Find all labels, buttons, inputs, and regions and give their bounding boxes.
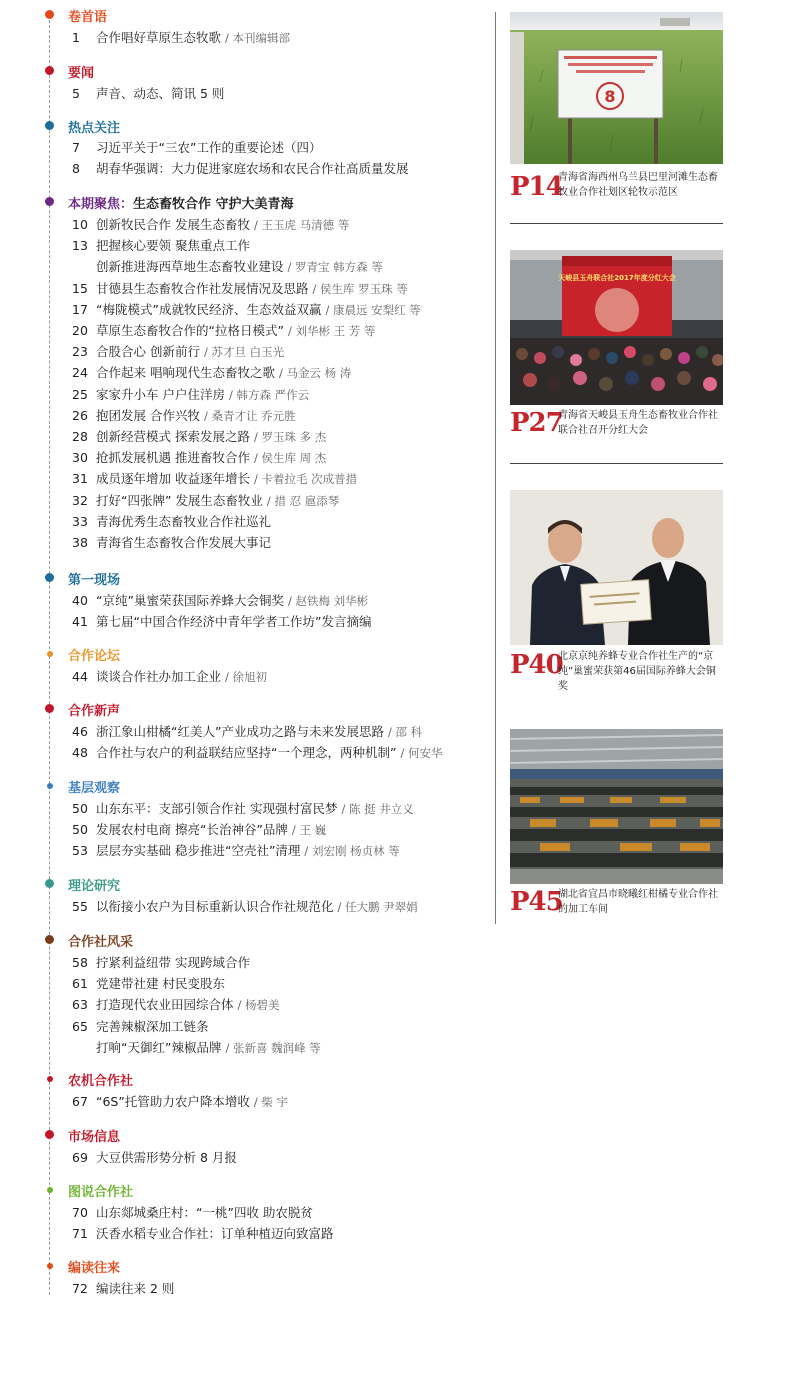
section-heading (68, 875, 120, 894)
entry-author: / 苏才旦 白玉光 (203, 345, 285, 360)
toc-entry[interactable] (72, 1203, 313, 1221)
section-marker-dot (45, 704, 54, 713)
entry-author: / 柴 宇 (253, 1095, 289, 1109)
section-marker-dot (47, 783, 53, 789)
entry-page-number: 65 (72, 1018, 88, 1034)
entry-author: / 桑青才让 乔元胜 (203, 408, 296, 423)
section-heading (68, 931, 133, 950)
entry-title: 编读往来 2 则 (96, 1281, 175, 1296)
entry-title: 党建带社建 村民变股东 (96, 976, 225, 992)
sign-number: 8 (604, 87, 616, 106)
entry-title: 合作唱好草原生态牧歌 (96, 30, 222, 45)
section-marker-dot (45, 121, 54, 130)
feature-caption: 青海省海西州乌兰县巴里河滩生态畜牧业合作社划区轮牧示范区 (558, 172, 718, 198)
section-heading (68, 645, 120, 664)
entry-page-number: 1 (72, 30, 80, 45)
entry-title: 抢抓发展机遇 推进畜牧合作 (96, 450, 250, 466)
toc-entry[interactable] (72, 363, 351, 381)
entry-author: / 卡着拉毛 次成普措 (253, 472, 358, 487)
section-heading (68, 62, 94, 81)
entry-title: 谈谈合作社办加工企业 (96, 669, 222, 684)
toc-entry[interactable] (72, 667, 267, 685)
entry-author: / 王 巍 (291, 823, 327, 838)
entry-page-number: 58 (72, 955, 88, 970)
entry-page-number: 55 (72, 899, 88, 914)
feature-separator (510, 463, 723, 464)
section-marker-dot (45, 66, 54, 75)
entry-author: / 何安华 (400, 746, 443, 761)
toc-entry[interactable] (72, 385, 309, 403)
entry-title: 习近平关于“三农”工作的重要论述（四） (96, 140, 322, 155)
section-heading (68, 700, 120, 719)
entry-author: / 张新喜 魏润峰 等 (225, 1040, 321, 1055)
section-marker-dot (45, 1130, 54, 1139)
section-heading (68, 117, 120, 136)
toc-entry[interactable] (72, 1224, 334, 1242)
entry-page-number: 71 (72, 1226, 88, 1242)
entry-page-number: 31 (72, 471, 88, 487)
toc-entry[interactable] (72, 1092, 288, 1110)
feature-caption: 湖北省宜昌市晓曦红柑橘专业合作社的加工车间 (558, 889, 718, 915)
section-marker-dot (45, 197, 54, 206)
section-marker-dot (45, 935, 54, 944)
section-heading (68, 1126, 120, 1145)
entry-title: 大豆供需形势分析 8 月报 (96, 1150, 237, 1165)
entry-page-number: 24 (72, 365, 88, 381)
section-marker-dot (45, 879, 54, 888)
entry-author: / 侯生库 罗玉珠 等 (312, 281, 408, 296)
section-marker-dot (47, 651, 53, 657)
entry-page-number: 70 (72, 1205, 88, 1220)
entry-page-number: 8 (72, 161, 80, 177)
section-title: 图说合作社 (68, 1185, 134, 1200)
section-heading (68, 193, 294, 212)
section-heading (68, 6, 107, 25)
entry-title: 甘德县生态畜牧合作社发展情况及思路 (96, 280, 309, 296)
entry-author: / 任大鹏 尹翠娟 (337, 900, 418, 914)
entry-title: 山东东平：支部引领合作社 实现强村富民梦 (96, 801, 338, 816)
section-heading (68, 1181, 133, 1200)
entry-author: / 杨碧美 (237, 998, 280, 1013)
entry-title: 声音、动态、简讯 5 则 (96, 86, 225, 101)
entry-title: 创新推进海西草地生态畜牧业建设 (96, 259, 284, 275)
entry-title: 拧紧利益纽带 实现跨域合作 (96, 955, 250, 970)
section-title: 本期聚焦： (68, 197, 134, 212)
entry-page-number: 32 (72, 492, 88, 508)
entry-page-number: 17 (72, 301, 88, 317)
entry-author: / 措 忍 扈添琴 (266, 493, 340, 508)
section-marker-dot (47, 1076, 53, 1082)
section-subtitle: 生态畜牧合作 守护大美青海 (133, 197, 294, 212)
entry-title: 以衔接小农户为目标重新认识合作社规范化 (96, 899, 334, 914)
entry-page-number: 25 (72, 386, 88, 402)
feature-caption: 北京京纯养蜂专业合作社生产的“京纯”巢蜜荣获第46届国际养蜂大会铜奖 (558, 651, 716, 692)
toc-entry[interactable] (72, 743, 442, 761)
toc-entry[interactable] (72, 321, 375, 339)
toc-entry[interactable] (72, 799, 414, 817)
entry-page-number: 23 (72, 344, 88, 360)
entry-title: 合作社与农户的利益联结应坚持“一个理念，两种机制” (96, 745, 397, 761)
toc-entry[interactable] (72, 406, 296, 424)
section-heading (68, 777, 120, 796)
toc-entry[interactable] (72, 897, 418, 915)
section-title: 基层观察 (68, 781, 121, 796)
section-heading (68, 1257, 120, 1276)
entry-title: 发展农村电商 擦亮“长治神谷”品牌 (96, 822, 288, 838)
entry-page-number: 72 (72, 1281, 88, 1296)
entry-author: / 罗玉珠 多 杰 (253, 430, 327, 444)
entry-author: / 罗青宝 韩方森 等 (287, 260, 383, 275)
entry-title: 抱团发展 合作兴牧 (96, 407, 200, 423)
toc-entry[interactable] (72, 300, 421, 318)
entry-page-number: 30 (72, 450, 88, 466)
feature-photo-meeting (510, 250, 723, 405)
entry-page-number: 5 (72, 86, 80, 101)
entry-page-number: 15 (72, 280, 88, 296)
toc-entry[interactable] (72, 722, 422, 740)
entry-title: “6S”托管助力农户降本增收 (96, 1094, 250, 1109)
entry-title: 胡春华强调：大力促进家庭农场和农民合作社高质量发展 (96, 161, 409, 177)
entry-author: / 赵铁梅 刘华彬 (287, 594, 369, 608)
toc-entry[interactable] (72, 257, 383, 275)
feature-caption: 青海省天峻县玉舟生态畜牧业合作社联合社召开分红大会 (558, 410, 718, 436)
toc-entry[interactable] (72, 1038, 321, 1056)
toc-entry[interactable] (72, 236, 250, 254)
entry-page-number: 67 (72, 1094, 88, 1109)
feature-p14 (510, 12, 723, 224)
column-divider (495, 12, 496, 924)
entry-title: 成员逐年增加 收益逐年增长 (96, 471, 250, 487)
toc-entry[interactable] (72, 448, 326, 466)
entry-title: “京纯”巢蜜荣获国际养蜂大会铜奖 (96, 593, 284, 608)
feature-p40 (510, 490, 723, 700)
entry-page-number: 69 (72, 1150, 88, 1165)
feature-page-label: P45 (510, 887, 563, 917)
toc-entry[interactable] (72, 1279, 174, 1297)
section-heading (68, 569, 120, 588)
section-title: 合作论坛 (68, 649, 121, 664)
entry-page-number: 50 (72, 822, 88, 838)
toc-entry[interactable] (72, 28, 290, 46)
entry-title: 合作起来 唱响现代生态畜牧之歌 (96, 365, 275, 381)
toc-entry[interactable] (72, 138, 321, 156)
entry-author: / 徐旭初 (225, 670, 268, 684)
entry-page-number: 13 (72, 238, 88, 254)
entry-author: / 邵 科 (387, 725, 423, 739)
entry-title: 青海省生态畜牧合作发展大事记 (96, 535, 272, 550)
feature-page-label: P14 (510, 172, 563, 202)
section-title: 市场信息 (68, 1130, 121, 1145)
entry-author: / 陈 挺 井立义 (341, 802, 414, 816)
entry-title: “梅陇模式”成就牧民经济、生态效益双赢 (96, 301, 322, 317)
entry-page-number: 41 (72, 614, 88, 630)
entry-title: 打造现代农业田园综合体 (96, 997, 234, 1013)
entry-title: 创新经营模式 探索发展之路 (96, 429, 250, 444)
section-title: 卷首语 (68, 10, 108, 25)
entry-title: 第七届“中国合作经济中青年学者工作坊”发言摘编 (96, 614, 372, 630)
entry-page-number: 38 (72, 535, 88, 550)
entry-page-number: 48 (72, 745, 88, 761)
toc-entry[interactable] (72, 159, 409, 177)
entry-title: 浙江象山柑橘“红美人”产业成功之路与未来发展思路 (96, 724, 384, 739)
toc-entry[interactable] (72, 342, 284, 360)
entry-title: 家家升小车 户户住洋房 (96, 386, 225, 402)
entry-author: / 韩方森 严作云 (228, 387, 310, 402)
toc-entry[interactable] (72, 84, 224, 102)
section-title: 编读往来 (68, 1261, 121, 1276)
toc-entry[interactable] (72, 591, 368, 609)
entry-title: 打响“天御红”辣椒品牌 (96, 1039, 222, 1055)
entry-page-number: 40 (72, 593, 88, 608)
entry-title: 把握核心要领 聚焦重点工作 (96, 238, 250, 254)
section-title: 热点关注 (68, 121, 121, 136)
toc-entry[interactable] (72, 427, 326, 445)
feature-p27 (510, 250, 723, 464)
entry-author: / 刘华彬 王 芳 等 (287, 324, 376, 338)
section-marker-dot (45, 573, 54, 582)
section-title: 理论研究 (68, 879, 121, 894)
section-heading (68, 1070, 133, 1089)
toc-entry[interactable] (72, 974, 225, 992)
entry-title: 山东郯城桑庄村：“一桃”四收 助农脱贫 (96, 1205, 313, 1220)
section-title: 农机合作社 (68, 1074, 134, 1089)
entry-title: 合股合心 创新前行 (96, 344, 200, 360)
entry-page-number: 33 (72, 513, 88, 529)
entry-page-number: 7 (72, 140, 80, 155)
toc-entry[interactable] (72, 215, 349, 233)
entry-title: 草原生态畜牧合作的“拉格日模式” (96, 323, 284, 338)
entry-author: / 康晨远 安梨红 等 (325, 302, 421, 317)
feature-photo-workshop (510, 729, 723, 884)
section-marker-dot (47, 1263, 53, 1269)
toc-entry[interactable] (72, 841, 400, 859)
entry-page-number: 20 (72, 323, 88, 338)
feature-photo-award (510, 490, 723, 645)
section-title: 合作新声 (68, 704, 121, 719)
section-title: 第一现场 (68, 573, 121, 588)
feature-separator (510, 223, 723, 224)
entry-page-number: 63 (72, 997, 88, 1013)
entry-title: 打好“四张牌” 发展生态畜牧业 (96, 492, 263, 508)
entry-author: / 马金云 杨 涛 (278, 366, 352, 381)
entry-title: 沃香水稻专业合作社：订单种植迈向致富路 (96, 1226, 334, 1242)
entry-page-number: 61 (72, 976, 88, 992)
entry-page-number: 28 (72, 429, 88, 444)
entry-page-number: 44 (72, 669, 88, 684)
toc-entry[interactable] (72, 469, 357, 487)
toc-entry[interactable] (72, 953, 250, 971)
entry-page-number: 46 (72, 724, 88, 739)
feature-photo-grassland (510, 12, 723, 164)
entry-title: 创新牧民合作 发展生态畜牧 (96, 217, 250, 232)
entry-title: 完善辣椒深加工链条 (96, 1018, 209, 1034)
section-marker-dot (47, 1187, 53, 1193)
section-title: 要闻 (68, 66, 95, 81)
entry-page-number: 53 (72, 843, 88, 859)
toc-entry[interactable] (72, 820, 326, 838)
entry-author: / 侯生库 周 杰 (253, 451, 327, 466)
entry-author: / 本刊编辑部 (225, 31, 291, 45)
feature-page-label: P27 (510, 408, 563, 438)
feature-page-label: P40 (510, 650, 563, 680)
entry-title: 青海优秀生态畜牧业合作社巡礼 (96, 513, 272, 529)
toc-entry[interactable] (72, 279, 408, 297)
entry-title: 层层夯实基础 稳步推进“空壳社”清理 (96, 843, 301, 859)
toc-entry[interactable] (72, 1148, 237, 1166)
toc-entry[interactable] (72, 612, 371, 630)
toc-entry[interactable] (72, 512, 271, 530)
toc-entry[interactable] (72, 491, 339, 509)
entry-page-number: 10 (72, 217, 88, 232)
toc-entry[interactable] (72, 995, 280, 1013)
toc-entry[interactable] (72, 1017, 209, 1035)
entry-page-number: 26 (72, 407, 88, 423)
entry-page-number: 50 (72, 801, 88, 816)
feature-p45 (510, 729, 723, 929)
entry-author: / 王玉虎 马清德 等 (253, 218, 350, 232)
banner-text: 天峻县玉舟联合社2017年度分红大会 (558, 274, 676, 282)
section-title: 合作社风采 (68, 935, 134, 950)
entry-author: / 刘宏刚 杨贞林 等 (304, 844, 400, 859)
toc-entry[interactable] (72, 533, 271, 551)
section-marker-dot (45, 10, 54, 19)
